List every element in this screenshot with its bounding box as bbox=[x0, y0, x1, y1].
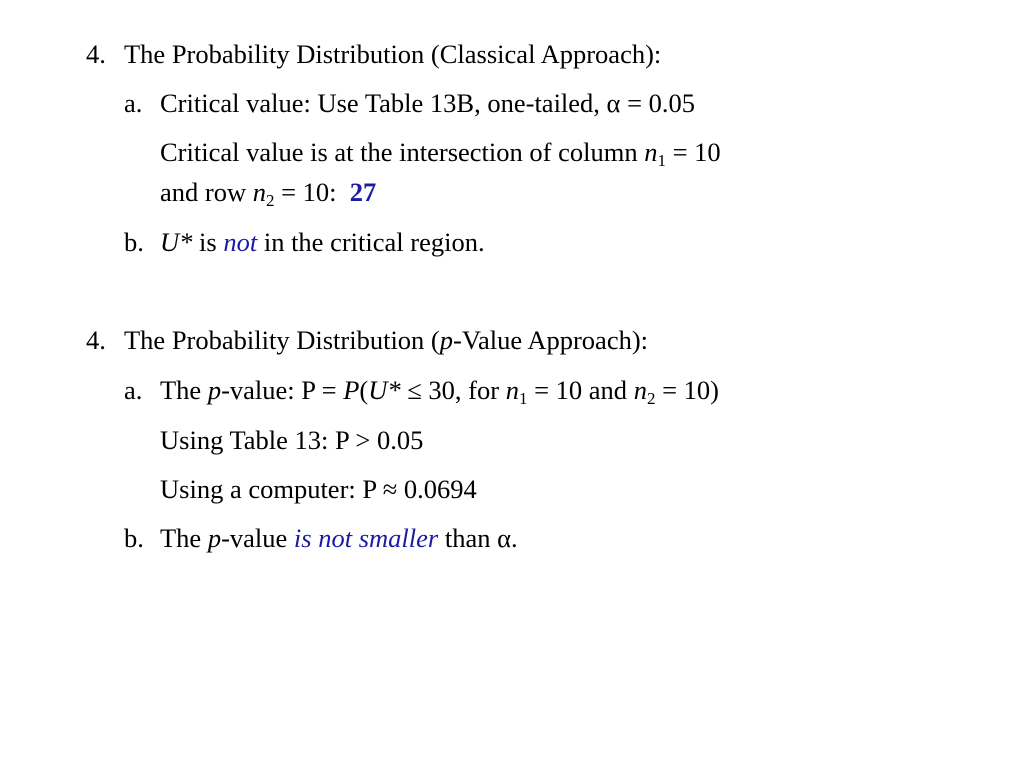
critical-value: 27 bbox=[349, 177, 377, 207]
text: ( bbox=[359, 375, 369, 405]
section1-a-detail-2-text bbox=[160, 176, 376, 208]
text: = 10 bbox=[665, 137, 721, 167]
emphasis: is not smaller bbox=[293, 523, 439, 553]
section1-number: 4. bbox=[86, 39, 106, 69]
section2-number: 4. bbox=[86, 325, 106, 355]
subscript: 2 bbox=[646, 389, 656, 408]
var-u-star: U* bbox=[368, 375, 401, 405]
section2-table-text: Using Table 13: P > 0.05 bbox=[160, 425, 424, 455]
section2-a-label: a. bbox=[124, 375, 143, 405]
text: ≤ 30, for bbox=[400, 375, 506, 405]
text: -value bbox=[221, 523, 294, 553]
section2-a-text bbox=[160, 374, 719, 406]
var-n: n bbox=[633, 375, 647, 405]
text: is bbox=[192, 227, 224, 257]
text: The bbox=[160, 375, 208, 405]
text: The bbox=[160, 523, 208, 553]
text: in the critical region. bbox=[257, 227, 485, 257]
subscript: 1 bbox=[657, 151, 666, 170]
section1-b-label: b. bbox=[124, 227, 144, 257]
text: = 10 and bbox=[527, 375, 634, 405]
section2-b-label: b. bbox=[124, 523, 144, 553]
section1-a-detail-1-text bbox=[160, 136, 721, 168]
var-n: n bbox=[644, 137, 658, 167]
var-n: n bbox=[505, 375, 519, 405]
section1-heading: The Probability Distribution (Classical Approach): bbox=[124, 39, 662, 69]
var-prob: P bbox=[343, 375, 360, 405]
section1-a-text: Critical value: Use Table 13B, one-tailed, α = 0.05 bbox=[160, 88, 696, 118]
var-p: p bbox=[439, 325, 454, 355]
subscript: 2 bbox=[265, 191, 275, 210]
text: than α. bbox=[438, 523, 518, 553]
var-n: n bbox=[252, 177, 266, 207]
section1-a-label: a. bbox=[124, 88, 143, 118]
text: Critical value is at the intersection of column bbox=[160, 137, 645, 167]
text: and row bbox=[160, 177, 253, 207]
text: -value: P = bbox=[221, 375, 344, 405]
text: -Value Approach): bbox=[453, 325, 649, 355]
text: = 10: bbox=[274, 177, 350, 207]
var-u-star: U* bbox=[160, 227, 193, 257]
section1-b-text bbox=[160, 226, 485, 258]
subscript: 1 bbox=[518, 389, 528, 408]
section2-b-text bbox=[160, 522, 518, 554]
text: = 10) bbox=[655, 375, 719, 405]
text: The Probability Distribution ( bbox=[124, 325, 440, 355]
var-p: p bbox=[207, 375, 222, 405]
section2-computer-text: Using a computer: P ≈ 0.0694 bbox=[160, 474, 477, 504]
section2-heading bbox=[124, 324, 648, 356]
emphasis: not bbox=[223, 227, 258, 257]
var-p: p bbox=[207, 523, 222, 553]
